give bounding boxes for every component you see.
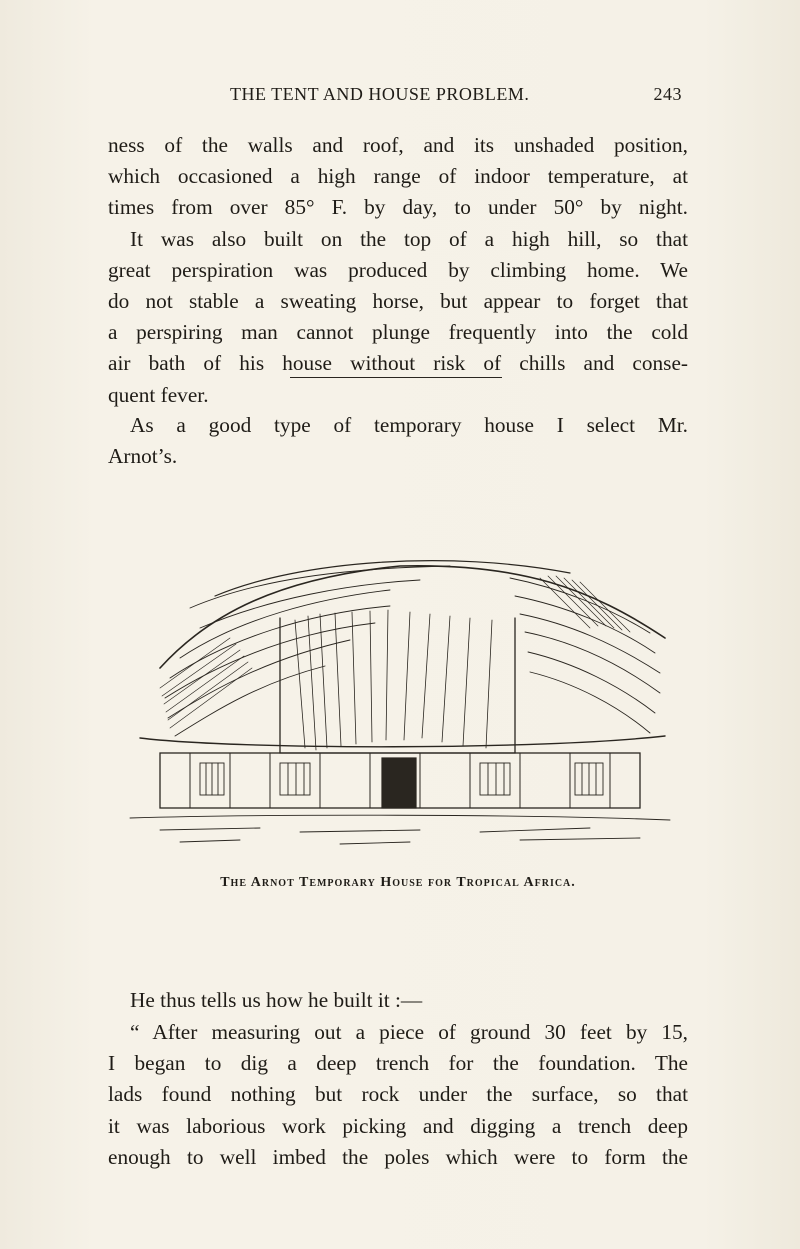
text-line: which occasioned a high range of indoor temperature, at	[108, 164, 688, 189]
paragraph-arnot-intro	[108, 410, 688, 472]
running-title: THE TENT AND HOUSE PROBLEM.	[230, 84, 530, 104]
arnot-house-illustration	[120, 518, 680, 853]
text-line: It was also built on the top of a high hill, so that	[130, 226, 688, 251]
paragraph-he-tells	[108, 985, 688, 1016]
page-number: 243	[653, 84, 682, 104]
doorway	[382, 758, 416, 808]
text-line: quent fever.	[108, 382, 209, 407]
text-line: a perspiring man cannot plunge frequently into the cold	[108, 320, 688, 345]
figure-caption: The Arnot Temporary House for Tropical Africa.	[220, 875, 576, 890]
text-line: do not stable a sweating horse, but appear to forget that	[108, 289, 688, 314]
text-line: Arnot’s.	[108, 444, 178, 469]
text-line: As a good type of temporary house I select Mr.	[130, 413, 688, 437]
roof-shading	[160, 576, 630, 728]
paragraph-temperature	[108, 130, 688, 411]
text-line: great perspiration was produced by climbing home. We	[108, 257, 688, 282]
eave-line	[140, 736, 665, 747]
text-line: enough to well imbed the poles which were to form the	[108, 1144, 688, 1169]
text-line: times from over 85° F. by day, to under 50° by night.	[108, 195, 688, 220]
section-divider	[290, 377, 502, 378]
roof-thatch	[165, 566, 660, 736]
text-line: He thus tells us how he built it :—	[130, 988, 423, 1012]
text-line: I began to dig a deep trench for the foundation. The	[108, 1051, 688, 1076]
roof-ridge	[215, 561, 570, 596]
text-line: it was laborious work picking and digging a trench deep	[108, 1113, 688, 1138]
text-line: “ After measuring out a piece of ground 30 feet by 15,	[130, 1020, 688, 1044]
text-line: air bath of his house without risk of chills and conse-	[108, 351, 688, 376]
text-line: ness of the walls and roof, and its unshaded position,	[108, 133, 688, 157]
gable-strokes	[295, 610, 492, 750]
running-head	[108, 84, 682, 108]
paragraph-quote	[108, 1017, 688, 1173]
ground	[130, 815, 670, 844]
text-line: lads found nothing but rock under the surface, so that	[108, 1082, 688, 1107]
